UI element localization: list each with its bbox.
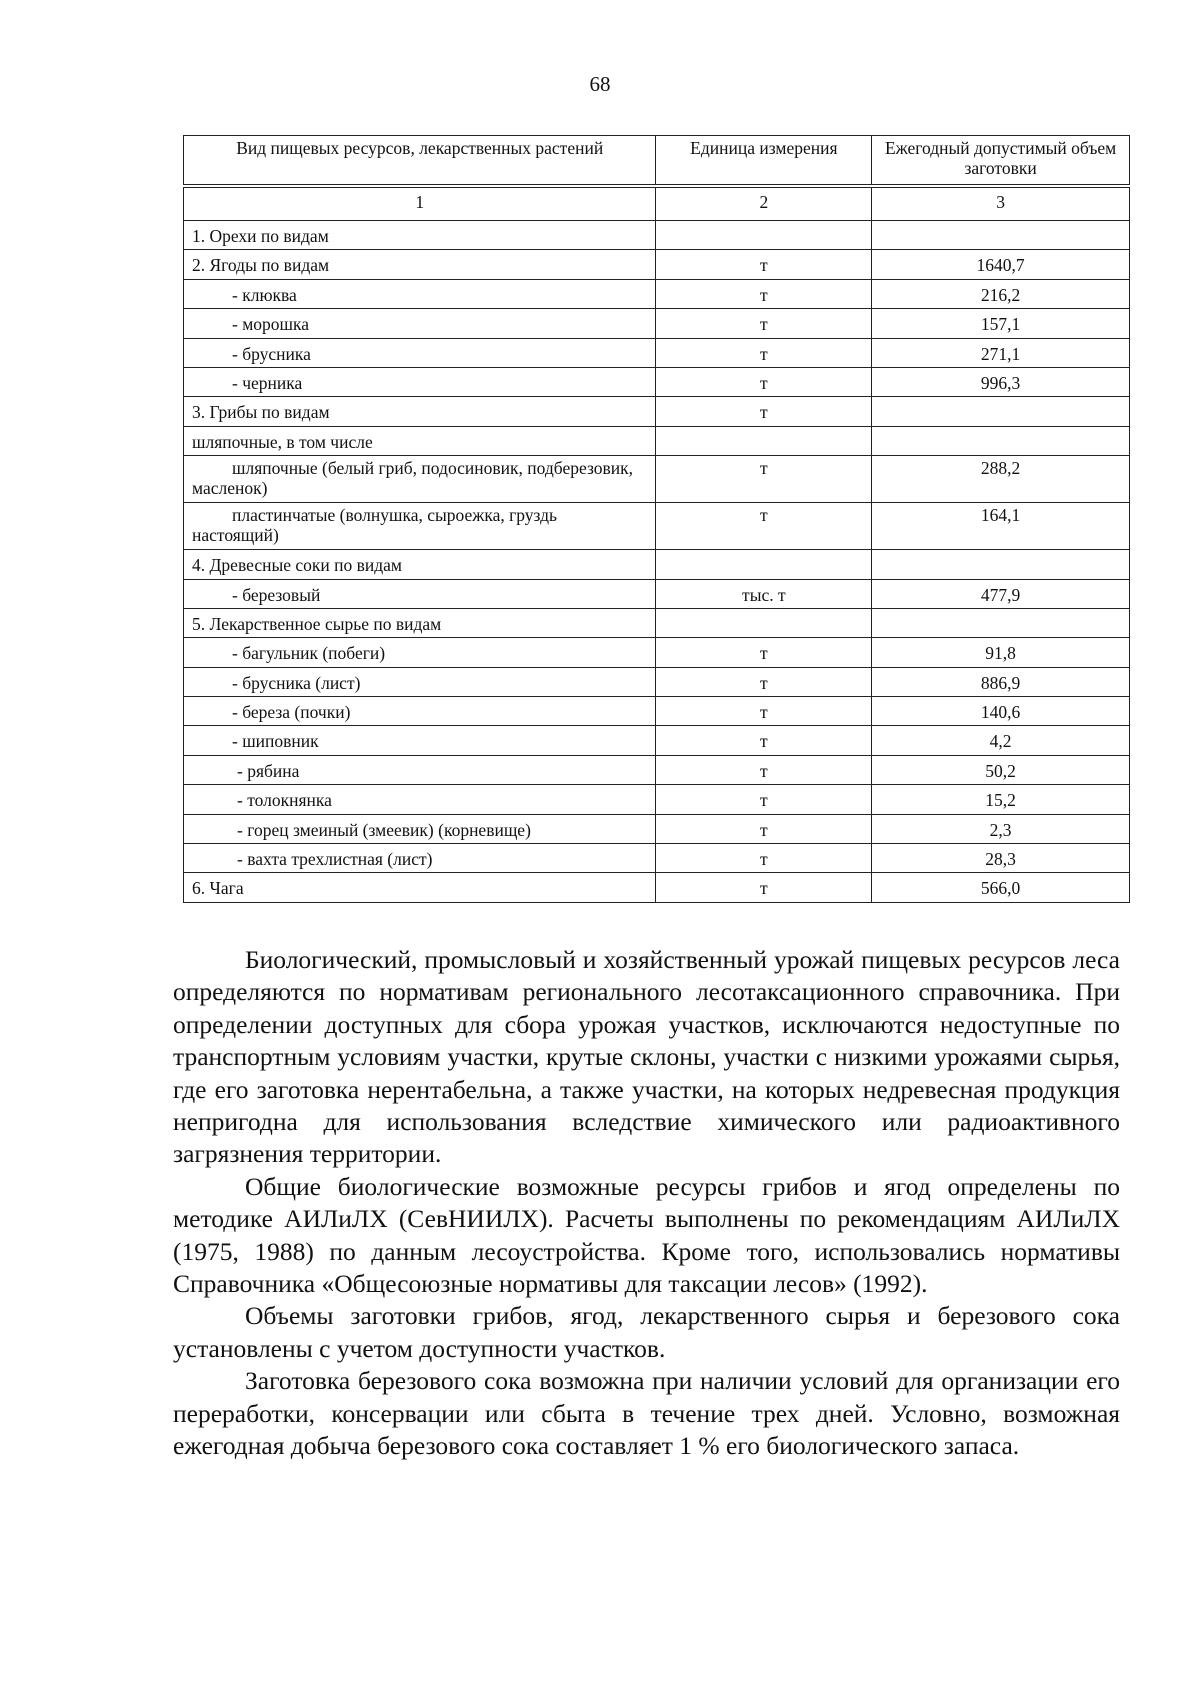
volume-cell: 477,9: [872, 579, 1130, 608]
table-row: [184, 338, 1130, 367]
unit-cell: т: [656, 814, 872, 843]
resource-name: 4. Древесные соки по видам: [192, 555, 402, 576]
resource-name: - брусника: [232, 343, 311, 364]
unit-cell: т: [656, 250, 872, 279]
table-row: [184, 579, 1130, 608]
unit-cell: т: [656, 873, 872, 902]
resource-name: 1. Орехи по видам: [192, 226, 329, 246]
resource-name: пластинчатые (волнушка, сыроежка, груздь настоящий): [192, 505, 558, 546]
resource-name: - черника: [232, 372, 303, 393]
resource-name-cell: [184, 397, 656, 426]
volume-cell: [872, 550, 1130, 579]
volume-cell: 157,1: [872, 309, 1130, 338]
unit-cell: т: [656, 697, 872, 726]
resource-name: шляпочные, в том числе: [192, 431, 373, 452]
header-unit: Единица измерения: [656, 136, 872, 185]
volume-cell: [872, 397, 1130, 426]
resource-name: - шиповник: [232, 731, 319, 752]
volume-cell: 91,8: [872, 638, 1130, 667]
unit-cell: т: [656, 667, 872, 696]
resource-name-cell: [184, 814, 656, 843]
volume-cell: 1640,7: [872, 250, 1130, 279]
volume-cell: 271,1: [872, 338, 1130, 367]
table-row: [184, 456, 1130, 503]
volume-cell: 216,2: [872, 279, 1130, 308]
resource-name-cell: [184, 873, 656, 902]
volume-cell: [872, 608, 1130, 637]
resource-name: 5. Лекарственное сырье по видам: [192, 613, 442, 634]
unit-cell: т: [656, 638, 872, 667]
volume-cell: 996,3: [872, 367, 1130, 396]
resources-table: [183, 135, 1130, 903]
resource-name-cell: [184, 309, 656, 338]
resource-name-cell: [184, 697, 656, 726]
volume-cell: 28,3: [872, 844, 1130, 873]
page-number: 68: [589, 72, 611, 96]
volume-cell: [872, 426, 1130, 455]
unit-cell: т: [656, 726, 872, 755]
body-text: [173, 944, 1120, 1463]
resource-name-cell: [184, 638, 656, 667]
resource-name: - горец змеиный (змеевик) (корневище): [237, 819, 531, 840]
table-row: [184, 309, 1130, 338]
column-number: 3: [872, 188, 1130, 221]
table-row: [184, 814, 1130, 843]
resource-name-cell: [184, 367, 656, 396]
resource-name: 3. Грибы по видам: [192, 402, 330, 423]
table-header-row: [184, 136, 1130, 185]
unit-cell: т: [656, 755, 872, 784]
column-number: 2: [656, 188, 872, 221]
volume-cell: 4,2: [872, 726, 1130, 755]
resource-name: 6. Чага: [192, 878, 244, 899]
volume-cell: 140,6: [872, 697, 1130, 726]
volume-cell: 50,2: [872, 755, 1130, 784]
resource-name-cell: [184, 426, 656, 455]
unit-cell: т: [656, 338, 872, 367]
resource-name-cell: [184, 844, 656, 873]
table-row: [184, 503, 1130, 550]
table-row: [184, 397, 1130, 426]
column-numbers-row: [184, 188, 1130, 221]
column-number: 1: [184, 188, 656, 221]
unit-cell: [656, 608, 872, 637]
volume-cell: 886,9: [872, 667, 1130, 696]
unit-cell: т: [656, 279, 872, 308]
paragraph: Объемы заготовки грибов, ягод, лекарственного сырья и березового сока установлены с учетом доступности участков.: [173, 1301, 1120, 1363]
table-row: [184, 426, 1130, 455]
unit-cell: т: [656, 456, 872, 503]
resource-name: - брусника (лист): [232, 672, 361, 693]
table-row: [184, 726, 1130, 755]
resource-name: - рябина: [237, 760, 300, 781]
resource-name-cell: [184, 785, 656, 814]
paragraph: Заготовка березового сока возможна при наличии условий для организации его переработки, консервации или сбыта в течение трех дней. Условно, возможная ежегодная добыча березового сока составляет 1 % его биологического запаса.: [173, 1366, 1120, 1461]
table-row: [184, 221, 1130, 250]
resource-name: - клюква: [232, 284, 297, 305]
resource-name: шляпочные (белый гриб, подосиновик, подберезовик, масленок): [192, 458, 634, 499]
unit-cell: т: [656, 785, 872, 814]
volume-cell: 2,3: [872, 814, 1130, 843]
table-row: [184, 608, 1130, 637]
resource-name: - вахта трехлистная (лист): [237, 849, 433, 870]
resource-name: - морошка: [232, 314, 310, 335]
table-row: [184, 250, 1130, 279]
resource-name-cell: [184, 726, 656, 755]
unit-cell: т: [656, 503, 872, 550]
table-row: [184, 785, 1130, 814]
resource-name-cell: [184, 579, 656, 608]
unit-cell: т: [656, 367, 872, 396]
resource-name: 2. Ягоды по видам: [192, 255, 330, 276]
table-row: [184, 638, 1130, 667]
resource-name: - береза (почки): [232, 702, 351, 723]
volume-cell: [872, 221, 1130, 250]
resource-name-cell: [184, 755, 656, 784]
table-row: [184, 667, 1130, 696]
header-annual-volume: Ежегодный допустимый объем заготовки: [872, 136, 1130, 185]
resource-name: - толокнянка: [237, 790, 332, 811]
resource-name: - березовый: [232, 584, 321, 605]
volume-cell: 288,2: [872, 456, 1130, 503]
paragraph: Общие биологические возможные ресурсы грибов и ягод определены по методике АИЛиЛХ (СевНИИЛХ). Расчеты выполнены по рекомендациям АИЛиЛХ (1975, 1988) по данным лесоустройства. Кроме того, использовались нормативы Справочника «Общесоюзные нормативы для таксации лесов» (1992).: [173, 1171, 1120, 1299]
unit-cell: т: [656, 397, 872, 426]
volume-cell: 164,1: [872, 503, 1130, 550]
unit-cell: т: [656, 309, 872, 338]
table-row: [184, 550, 1130, 579]
volume-cell: 15,2: [872, 785, 1130, 814]
unit-cell: [656, 550, 872, 579]
resource-name-cell: [184, 667, 656, 696]
resource-name-cell: [184, 279, 656, 308]
table-row: [184, 844, 1130, 873]
resource-name: - багульник (побеги): [232, 643, 386, 664]
resource-name-cell: [184, 608, 656, 637]
table-row: [184, 755, 1130, 784]
volume-cell: 566,0: [872, 873, 1130, 902]
table-row: [184, 873, 1130, 902]
unit-cell: [656, 221, 872, 250]
resource-name-cell: [184, 550, 656, 579]
resource-name-cell: [184, 503, 656, 550]
header-resource-type: Вид пищевых ресурсов, лекарственных растений: [184, 136, 656, 185]
resource-name-cell: [184, 221, 656, 250]
resource-name-cell: [184, 456, 656, 503]
unit-cell: тыс. т: [656, 579, 872, 608]
unit-cell: т: [656, 844, 872, 873]
table-row: [184, 697, 1130, 726]
resource-name-cell: [184, 338, 656, 367]
table-row: [184, 279, 1130, 308]
paragraph: Биологический, промысловый и хозяйственный урожай пищевых ресурсов леса определяются по нормативам регионального лесотаксационного справочника. При определении доступных для сбора урожая участков, исключаются недоступные по транспортным условиям участки, крутые склоны, участки с низкими урожаями сырья, где его заготовка нерентабельна, а также участки, на которых недревесная продукция непригодна для использования вследствие химического или радиоактивного загрязнения территории.: [173, 945, 1120, 1169]
resource-name-cell: [184, 250, 656, 279]
table-row: [184, 367, 1130, 396]
unit-cell: [656, 426, 872, 455]
